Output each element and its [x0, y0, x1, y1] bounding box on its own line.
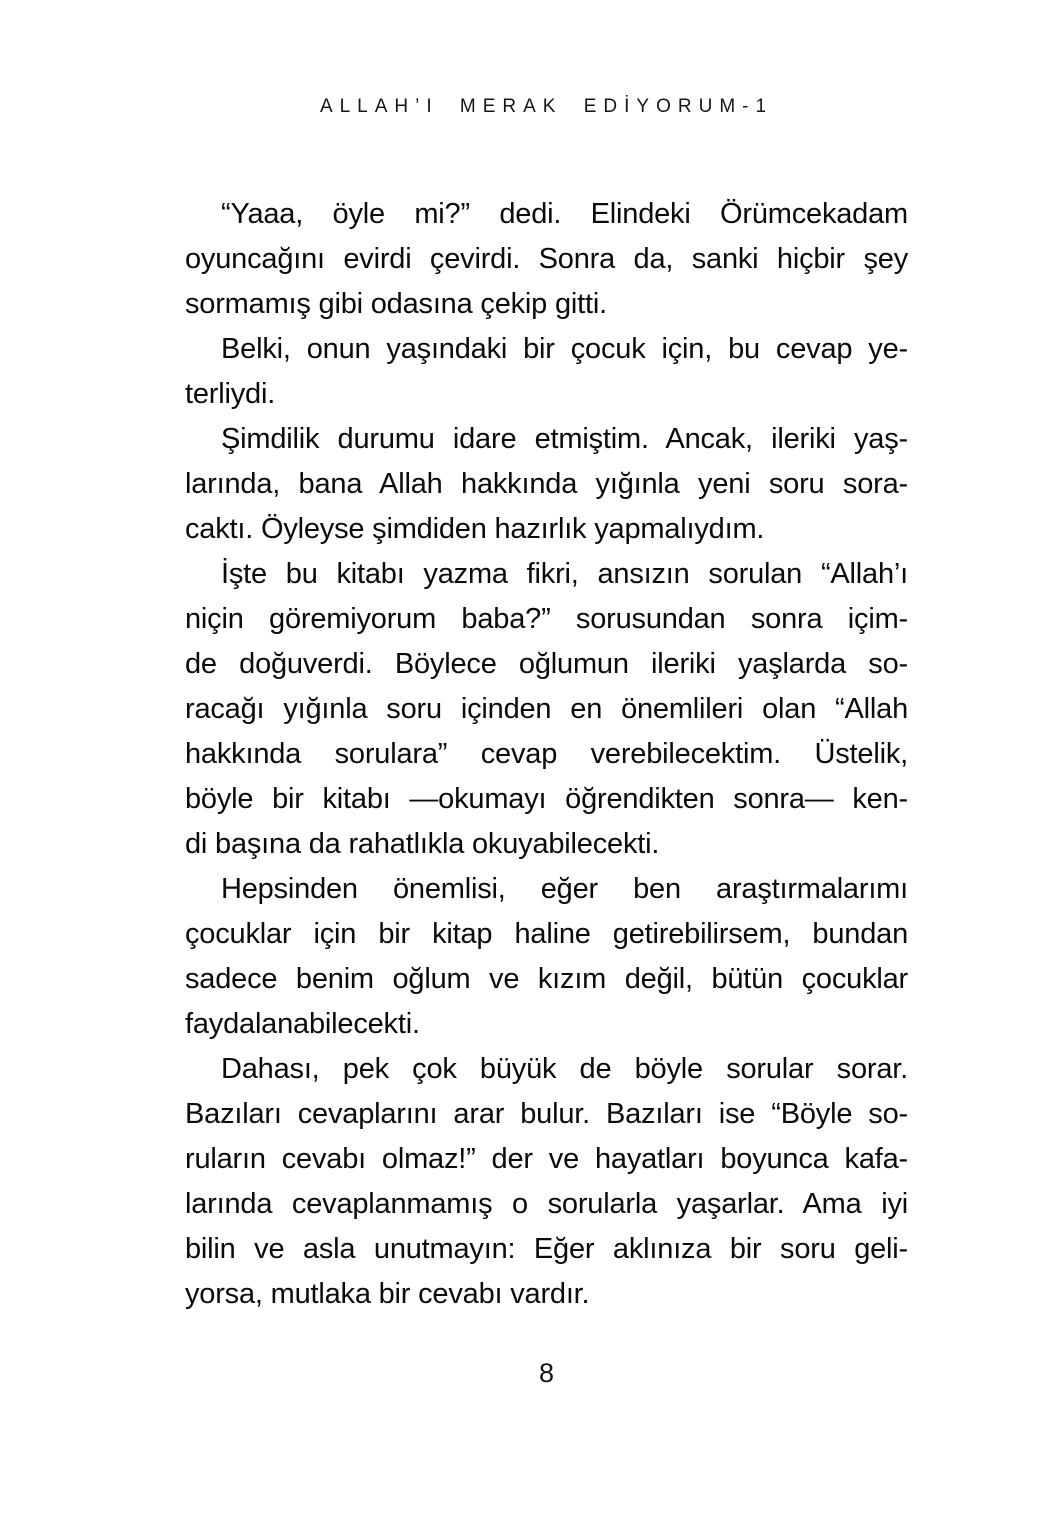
text-line: sadece benim oğlum ve kızım değil, bütün çocuklar — [185, 963, 908, 995]
text-line: bilin ve asla unutmayın: Eğer aklınıza bir soru geli- — [185, 1233, 908, 1265]
text-line: Hepsinden önemlisi, eğer ben araştırmalarımı — [221, 873, 908, 905]
paragraph — [185, 1047, 908, 1317]
text-line: “Yaaa, öyle mi?” dedi. Elindeki Örümcekadam — [221, 198, 908, 230]
text-line: böyle bir kitabı —okumayı öğrendikten sonra— ken- — [185, 783, 908, 815]
paragraph — [185, 327, 908, 417]
paragraph — [185, 417, 908, 552]
paragraph — [185, 867, 908, 1047]
text-line: faydalanabilecekti. — [185, 1008, 420, 1040]
text-line: ruların cevabı olmaz!” der ve hayatları boyunca kafa- — [185, 1143, 908, 1175]
text-line: Dahası, pek çok büyük de böyle sorular sorar. — [221, 1053, 908, 1085]
text-line: caktı. Öyleyse şimdiden hazırlık yapmalıydım. — [185, 513, 765, 545]
text-line: sormamış gibi odasına çekip gitti. — [185, 288, 607, 320]
running-header: ALLAH’I MERAK EDİYORUM-1 — [319, 96, 774, 117]
page-body — [185, 192, 908, 1317]
text-line: çocuklar için bir kitap haline getirebilirsem, bundan — [185, 918, 908, 950]
text-line: Belki, onun yaşındaki bir çocuk için, bu cevap ye- — [221, 333, 908, 365]
paragraph — [185, 552, 908, 867]
text-line: terliydi. — [185, 378, 276, 410]
text-line: de doğuverdi. Böylece oğlumun ileriki yaşlarda so- — [185, 648, 908, 680]
text-line: İşte bu kitabı yazma fikri, ansızın sorulan “Allah’ı — [221, 558, 908, 590]
text-line: hakkında sorulara” cevap verebilecektim. Üstelik, — [185, 738, 908, 770]
text-line: yorsa, mutlaka bir cevabı vardır. — [185, 1278, 590, 1310]
text-line: larında cevaplanmamış o sorularla yaşarlar. Ama iyi — [185, 1188, 908, 1220]
page-number: 8 — [538, 1358, 555, 1388]
text-line: Bazıları cevaplarını arar bulur. Bazıları ise “Böyle so- — [185, 1098, 908, 1130]
text-line: racağı yığınla soru içinden en önemlileri olan “Allah — [185, 693, 908, 725]
text-line: niçin göremiyorum baba?” sorusundan sonra içim- — [185, 603, 908, 635]
text-line: oyuncağını evirdi çevirdi. Sonra da, sanki hiçbir şey — [185, 243, 908, 275]
text-line: Şimdilik durumu idare etmiştim. Ancak, ileriki yaş- — [221, 423, 908, 455]
paragraph — [185, 192, 908, 327]
text-line: larında, bana Allah hakkında yığınla yeni soru sora- — [185, 468, 908, 500]
text-line: di başına da rahatlıkla okuyabilecekti. — [185, 828, 660, 860]
